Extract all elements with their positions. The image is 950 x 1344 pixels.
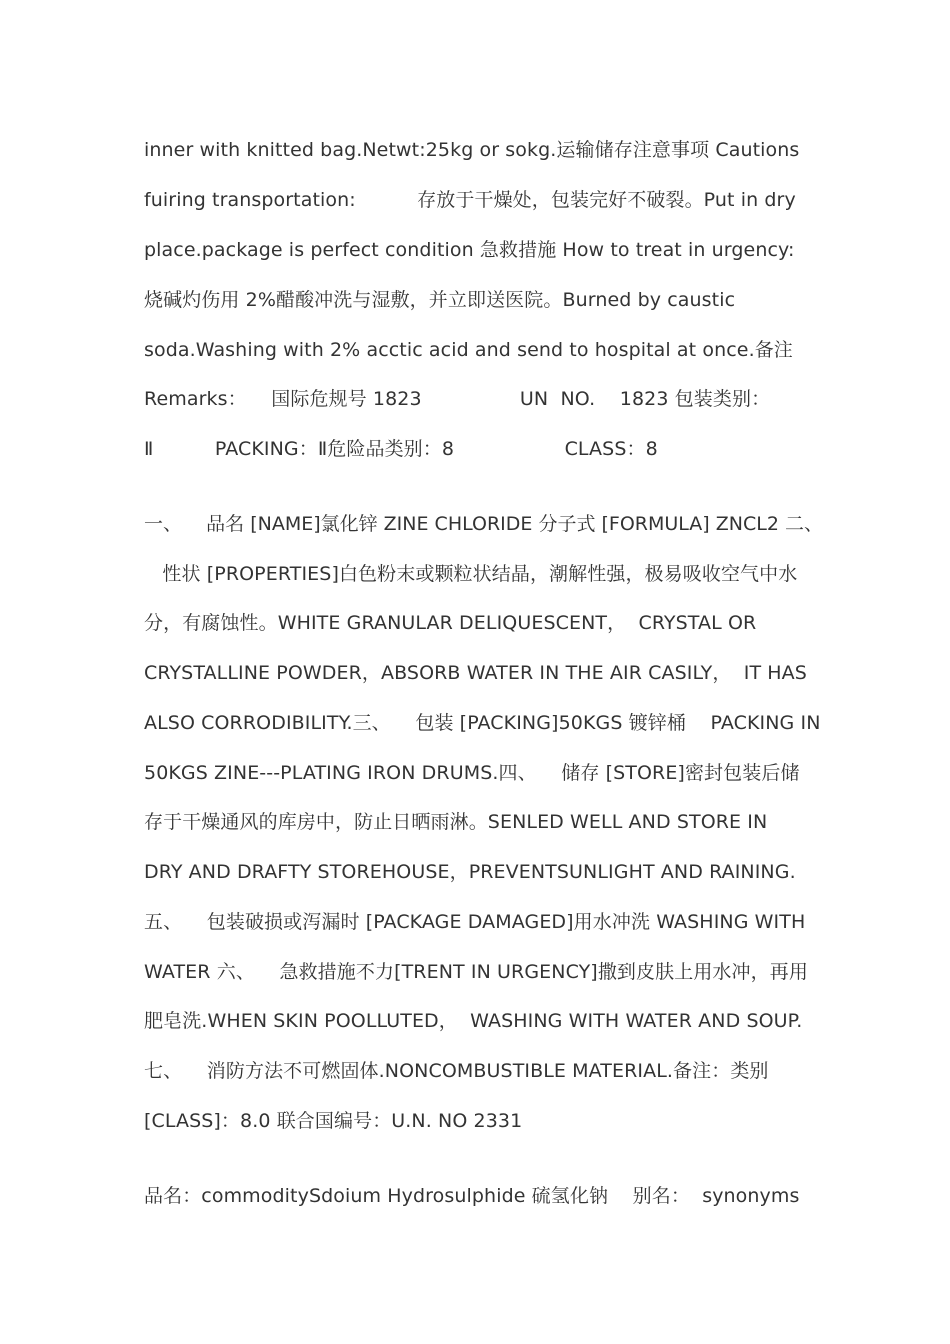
text-line: inner with knitted bag.Netwt:25kg or sokg.运输储存注意事项 Cautions [144,139,800,161]
text-line: 肥皂洗.WHEN SKIN POOLLUTED， WASHING WITH WATER AND SOUP. [144,1010,803,1032]
text-line: Remarks： 国际危规号 1823 UN NO. 1823 包装类别： [144,388,771,410]
text-line: ALSO CORRODIBILITY.三、 包装 [PACKING]50KGS 镀锌桶 PACKING IN [144,712,821,734]
text-line: CRYSTALLINE POWDER，ABSORB WATER IN THE AIR CASILY， IT HAS [144,662,807,684]
text-line: WATER 六、 急救措施不力[TRENT IN URGENCY]撒到皮肤上用水冲，再用 [144,961,808,983]
text-line: 烧碱灼伤用 2%醋酸冲洗与湿敷，并立即送医院。Burned by caustic [144,289,736,311]
text-line: fuiring transportation: 存放于干燥处，包装完好不破裂。Put in dry [144,189,796,211]
text-line: 50KGS ZINE---PLATING IRON DRUMS.四、 储存 [STORE]密封包装后储 [144,762,800,784]
text-line: 品名：commoditySdoium Hydrosulphide 硫氢化钠 别名： synonyms [144,1185,800,1207]
text-line: 五、 包装破损或泻漏时 [PACKAGE DAMAGED]用水冲洗 WASHING WITH [144,911,806,933]
text-line: 七、 消防方法不可燃固体.NONCOMBUSTIBLE MATERIAL.备注：类别 [144,1060,769,1082]
text-line: 性状 [PROPERTIES]白色粉末或颗粒状结晶，潮解性强，极易吸收空气中水 [144,563,798,585]
text-line: DRY AND DRAFTY STOREHOUSE，PREVENTSUNLIGHT AND RAINING. [144,861,796,883]
text-line: [CLASS]：8.0 联合国编号：U.N. NO 2331 [144,1110,523,1132]
text-line: 存于干燥通风的库房中，防止日晒雨淋。SENLED WELL AND STORE IN [144,811,768,833]
text-line: Ⅱ PACKING：Ⅱ危险品类别：8 CLASS：8 [144,438,658,460]
text-line: 一、 品名 [NAME]氯化锌 ZINE CHLORIDE 分子式 [FORMULA] ZNCL2 二、 [144,513,823,535]
text-line: soda.Washing with 2% acctic acid and send to hospital at once.备注 [144,339,793,361]
text-line: place.package is perfect condition 急救措施 How to treat in urgency: [144,239,795,261]
text-line: 分，有腐蚀性。WHITE GRANULAR DELIQUESCENT， CRYSTAL OR [144,612,757,634]
